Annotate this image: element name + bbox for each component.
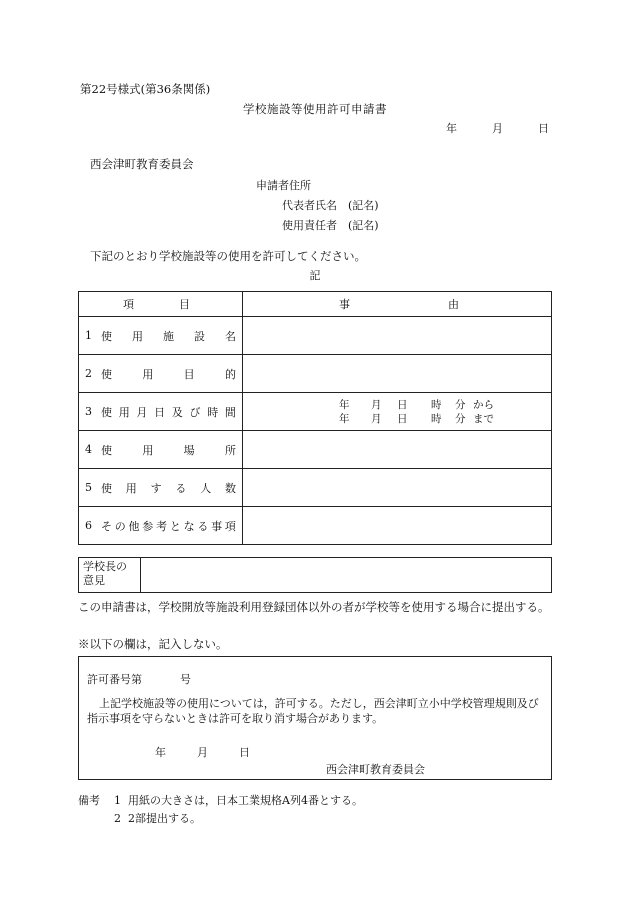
table-row [79, 507, 552, 545]
row-label-char: る [175, 481, 187, 495]
form-number: 第22号様式(第36条関係) [80, 82, 211, 96]
remarks-label: 備考 [78, 794, 100, 807]
row-label-char: 使 [101, 367, 112, 381]
header-item-char: 項 [123, 298, 134, 311]
time-to-line [339, 412, 551, 426]
row-label-char: 用 [125, 481, 137, 495]
facility-name-field[interactable] [243, 317, 552, 355]
addressee: 西会津町教育委員会 [90, 157, 194, 171]
usage-purpose-field[interactable] [243, 355, 552, 393]
row-label-char: 目 [183, 367, 195, 381]
row-number: 4 [85, 443, 92, 456]
row-label-char: る [197, 519, 209, 533]
row-label [101, 442, 236, 458]
row-label-char: 用 [118, 405, 130, 419]
usage-table [78, 291, 552, 545]
remark-number: 2 [114, 812, 121, 825]
row-label-char: そ [101, 519, 112, 533]
date-day: 日 [538, 122, 549, 135]
time-from-month: 月 [371, 398, 382, 411]
row-label [101, 480, 236, 496]
applicant-block [256, 176, 379, 236]
row-label-char: 日 [154, 405, 166, 419]
permit-number-suffix: 号 [180, 673, 191, 686]
row-label-char: 用 [142, 443, 154, 457]
submission-note: この申請書は，学校開放等施設利用登録団体以外の者が学校等を使用する場合に提出する。 [78, 600, 550, 614]
row-label-char: 用 [132, 329, 143, 343]
table-row [79, 393, 552, 431]
row-label-char: 使 [101, 405, 112, 419]
time-to-year: 年 [339, 412, 350, 425]
row-label-char: 考 [156, 519, 168, 533]
permit-issuer: 西会津町教育委員会 [326, 763, 425, 776]
table-row [79, 355, 552, 393]
row-number: 1 [85, 329, 92, 342]
table-row [79, 469, 552, 507]
remark-number: 1 [114, 794, 121, 807]
permit-date-year: 年 [155, 746, 166, 759]
row-label-char: 他 [128, 519, 140, 533]
time-from-year: 年 [339, 398, 350, 411]
row-label-char: 及 [171, 405, 183, 419]
permit-date-month: 月 [197, 746, 208, 759]
principal-opinion-field[interactable] [141, 558, 552, 593]
number-of-users-field[interactable] [243, 469, 552, 507]
intro-text: 下記のとおり学校施設等の使用を許可してください。 [90, 249, 366, 263]
row-label-char: 施 [163, 329, 174, 343]
row-label-char: 人 [200, 481, 212, 495]
representative-name-label: 代表者氏名 (記名) [282, 199, 379, 212]
time-to-suffix: まで [473, 412, 494, 425]
ki-heading: 記 [309, 269, 321, 282]
remark-text: 2部提出する。 [128, 812, 201, 825]
admin-note: ※以下の欄は，記入しない。 [78, 637, 228, 651]
row-label-char: と [169, 519, 181, 533]
row-label [101, 328, 236, 344]
row-number: 3 [85, 405, 92, 418]
time-from-minute: 分 [455, 398, 466, 411]
remark-text: 用紙の大きさは，日本工業規格A列4番とする。 [128, 794, 363, 807]
row-label-char: 使 [101, 329, 112, 343]
time-to-month: 月 [371, 412, 382, 425]
remark-item [78, 792, 363, 810]
row-number: 6 [85, 519, 92, 532]
time-from-hour: 時 [431, 398, 442, 411]
row-label [101, 518, 236, 534]
row-label-char: な [183, 519, 195, 533]
row-label-char: び [189, 405, 201, 419]
table-row [79, 317, 552, 355]
row-number: 2 [85, 367, 92, 380]
date-month: 月 [492, 122, 503, 135]
row-label [101, 404, 236, 420]
row-label-char: 項 [224, 519, 236, 533]
row-label-char: 用 [142, 367, 154, 381]
document-title: 学校施設等使用許可申請書 [243, 102, 387, 116]
row-label-char: 参 [142, 519, 154, 533]
permit-text: 上記学校施設等の使用については，許可する。ただし，西会津町立小中学校管理規則及び指示事項を守らないときは許可を取り消す場合があります。 [87, 697, 539, 725]
time-from-suffix: から [473, 398, 494, 411]
table-row [79, 431, 552, 469]
row-label-char: 使 [101, 481, 112, 495]
usage-datetime-field[interactable] [243, 393, 552, 431]
time-to-hour: 時 [431, 412, 442, 425]
permit-box [78, 656, 552, 780]
other-reference-field[interactable] [243, 507, 552, 545]
application-date [446, 120, 549, 136]
row-label-char: 所 [224, 443, 236, 457]
principal-opinion-table [78, 557, 552, 593]
row-label-char: 場 [183, 443, 195, 457]
header-reason-cell [243, 292, 552, 317]
principal-opinion-label: 学校長の意見 [79, 558, 141, 593]
row-label-char: 使 [101, 443, 112, 457]
table-header-row [79, 292, 552, 317]
row-label-char: 間 [224, 405, 236, 419]
date-year: 年 [446, 122, 457, 135]
row-label-char: の [114, 519, 126, 533]
permit-number [87, 671, 191, 687]
row-label-char: 月 [136, 405, 148, 419]
applicant-address-label: 申請者住所 [256, 179, 311, 192]
row-label-char: 的 [224, 367, 236, 381]
row-number: 5 [85, 481, 92, 494]
row-label-char: 数 [224, 481, 236, 495]
remark-item [78, 810, 363, 828]
row-label-char: 設 [194, 329, 205, 343]
row-label-char: 事 [211, 519, 223, 533]
permit-date-day: 日 [239, 746, 250, 759]
responsible-person-label: 使用責任者 (記名) [282, 219, 379, 232]
row-label-char: 時 [207, 405, 219, 419]
time-from-day: 日 [397, 398, 408, 411]
time-to-minute: 分 [455, 412, 466, 425]
time-from-line [339, 398, 551, 412]
permit-date [155, 744, 250, 760]
header-item-cell [79, 292, 243, 317]
header-reason-char: 由 [448, 298, 459, 311]
usage-location-field[interactable] [243, 431, 552, 469]
row-label-char: す [150, 481, 162, 495]
header-item-char: 目 [179, 298, 190, 311]
row-label-char: 名 [225, 329, 236, 343]
permit-number-prefix: 許可番号第 [87, 673, 142, 686]
remarks [78, 792, 363, 828]
row-label [101, 366, 236, 382]
header-reason-char: 事 [339, 298, 350, 311]
time-to-day: 日 [397, 412, 408, 425]
